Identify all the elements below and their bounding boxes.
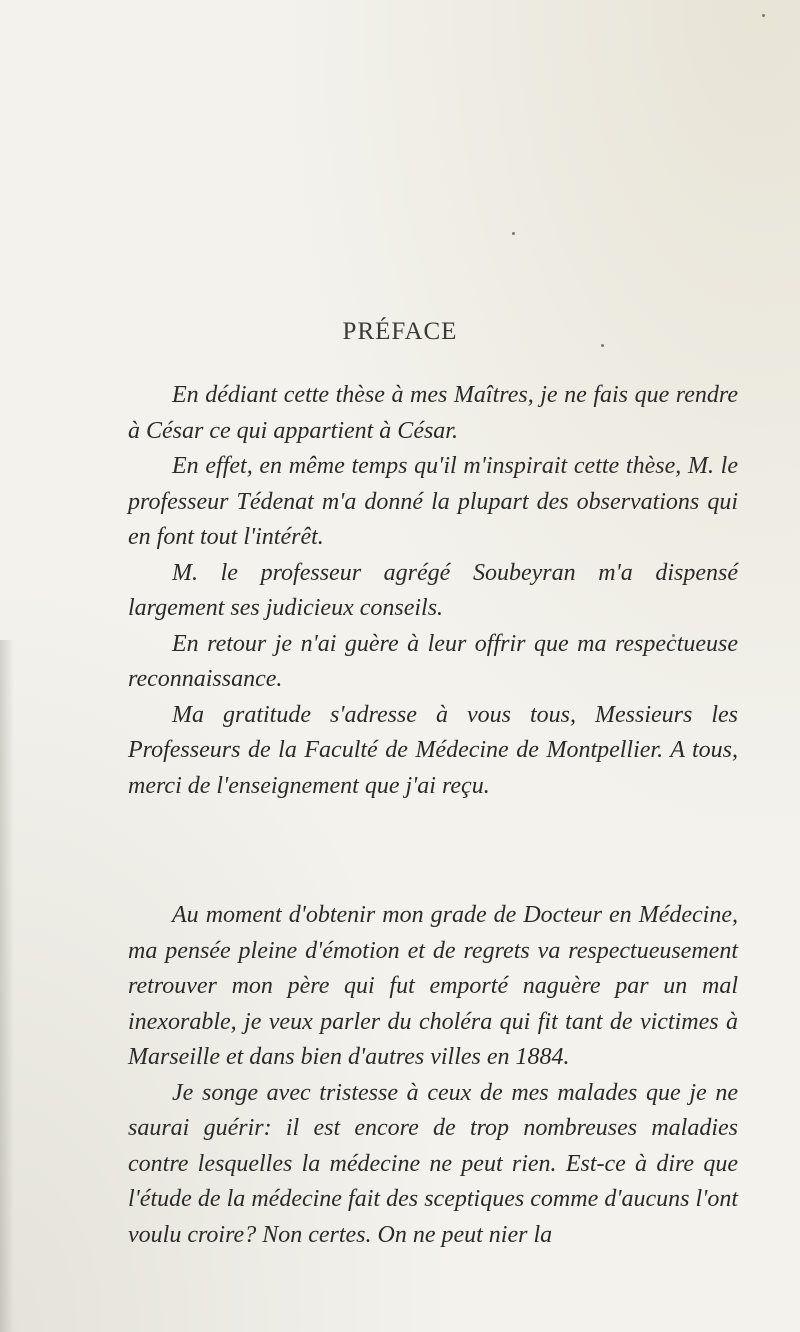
paper-speck bbox=[512, 232, 515, 235]
page-edge-shadow bbox=[0, 640, 14, 1332]
preface-section-1 bbox=[128, 378, 738, 804]
paragraph: Je songe avec tristesse à ceux de mes malades que je ne saurai guérir: il est encore de trop nombreuses maladies contre lesquelles la médecine ne peut rien. Est-ce à dire que l'étude de la médecine fait des sceptiques comme d'aucuns l'ont voulu croire? Non certes. On ne peut nier la bbox=[128, 1079, 738, 1248]
page-title: PRÉFACE bbox=[342, 318, 458, 345]
preface-section-2 bbox=[128, 898, 738, 1253]
paragraph: Au moment d'obtenir mon grade de Docteur en Médecine, ma pensée pleine d'émotion et de regrets va respectueusement retrouver mon père qui fut emporté naguère par un mal inexorable, je veux parler du choléra qui fit tant de victimes à Marseille et dans bien d'autres villes en 1884. bbox=[128, 902, 738, 1070]
paragraph: En retour je n'ai guère à leur offrir que ma respectueuse reconnaissance. bbox=[128, 630, 738, 692]
paper-speck bbox=[762, 14, 765, 17]
paragraph: En dédiant cette thèse à mes Maîtres, je ne fais que rendre à César ce qui appartient à César. bbox=[128, 382, 738, 444]
paragraph: M. le professeur agrégé Soubeyran m'a dispensé largement ses judicieux conseils. bbox=[128, 559, 738, 621]
paragraph: En effet, en même temps qu'il m'inspirait cette thèse, M. le professeur Tédenat m'a donné la plupart des observations qui en font tout l'intérêt. bbox=[128, 453, 738, 550]
paragraph: Ma gratitude s'adresse à vous tous, Messieurs les Professeurs de la Faculté de Médecine de Montpellier. A tous, merci de l'enseignement que j'ai reçu. bbox=[128, 701, 738, 799]
